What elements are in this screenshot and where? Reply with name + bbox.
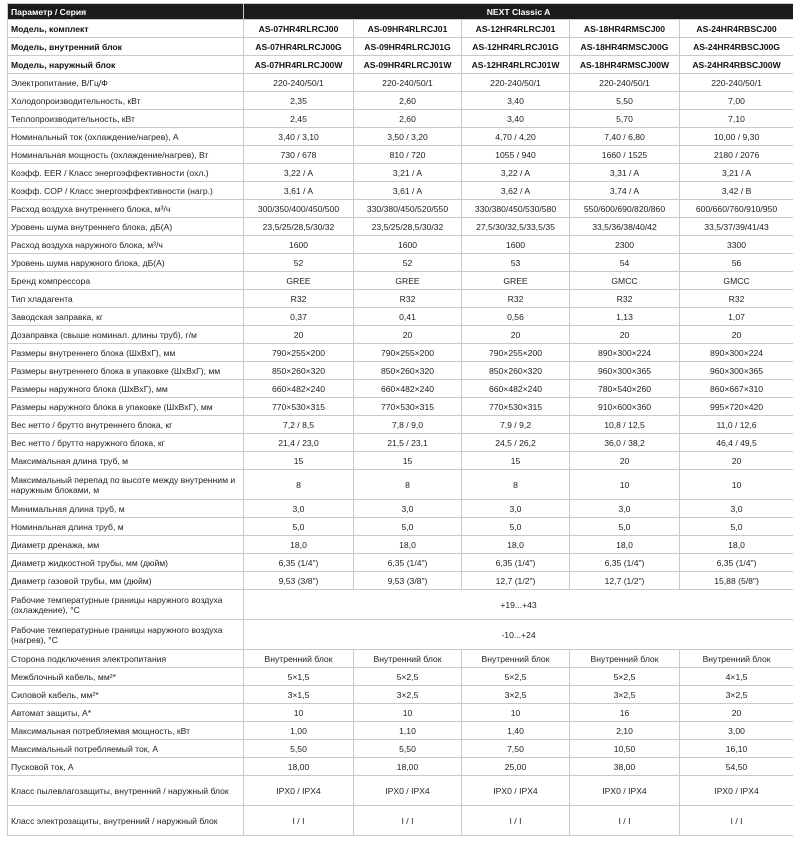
cell-value: 3,22 / A bbox=[462, 164, 570, 182]
cell-value: 15 bbox=[354, 452, 462, 470]
cell-value: 52 bbox=[244, 254, 354, 272]
row-label: Вес нетто / брутто наружного блока, кг bbox=[8, 434, 244, 452]
table-row bbox=[8, 290, 793, 308]
cell-value: 3,40 bbox=[462, 92, 570, 110]
cell-value: 1600 bbox=[462, 236, 570, 254]
row-label: Уровень шума внутреннего блока, дБ(А) bbox=[8, 218, 244, 236]
cell-value: 3,50 / 3,20 bbox=[354, 128, 462, 146]
row-label: Расход воздуха внутреннего блока, м³/ч bbox=[8, 200, 244, 218]
cell-value: 330/380/450/530/580 bbox=[462, 200, 570, 218]
cell-value: Внутренний блок bbox=[680, 650, 793, 668]
cell-value: 12,7 (1/2") bbox=[462, 572, 570, 590]
cell-value: R32 bbox=[680, 290, 793, 308]
cell-value: 7,50 bbox=[462, 740, 570, 758]
cell-value: 730 / 678 bbox=[244, 146, 354, 164]
table-row bbox=[8, 518, 793, 536]
cell-value: Рабочие температурные границы наружного воздуха (нагрев), °С bbox=[8, 620, 244, 650]
table-row bbox=[8, 758, 793, 776]
cell-value: 3,0 bbox=[354, 500, 462, 518]
cell-value: 860×667×310 bbox=[680, 380, 793, 398]
cell-value: AS-18HR4RMSCJ00W bbox=[570, 56, 680, 74]
cell-value: Класс электрозащиты, внутренний / наружный блок bbox=[8, 806, 244, 836]
cell-value: 3,0 bbox=[570, 500, 680, 518]
table-row bbox=[8, 362, 793, 380]
header-param: Параметр / Серия bbox=[8, 4, 244, 20]
cell-value: 810 / 720 bbox=[354, 146, 462, 164]
table-row bbox=[8, 308, 793, 326]
cell-value: 3,61 / A bbox=[244, 182, 354, 200]
table-row bbox=[8, 182, 793, 200]
cell-value: 10 bbox=[244, 704, 354, 722]
cell-value: 20 bbox=[462, 326, 570, 344]
cell-value: 5×2,5 bbox=[570, 668, 680, 686]
spec-table-body bbox=[8, 20, 793, 836]
header-series: NEXT Classic A bbox=[244, 4, 793, 20]
cell-value: 3×2,5 bbox=[680, 686, 793, 704]
cell-value: 890×300×224 bbox=[680, 344, 793, 362]
table-row bbox=[8, 218, 793, 236]
cell-value: 1,00 bbox=[244, 722, 354, 740]
cell-value: AS-09HR4RLRCJ01W bbox=[354, 56, 462, 74]
table-row bbox=[8, 776, 793, 806]
cell-value: 54,50 bbox=[680, 758, 793, 776]
row-label: Пусковой ток, А bbox=[8, 758, 244, 776]
cell-value: 890×300×224 bbox=[570, 344, 680, 362]
cell-value: 33,5/36/38/40/42 bbox=[570, 218, 680, 236]
cell-value: 5,0 bbox=[244, 518, 354, 536]
cell-value: 3,31 / A bbox=[570, 164, 680, 182]
cell-value: 10 bbox=[680, 470, 793, 500]
cell-value: Внутренний блок bbox=[354, 650, 462, 668]
cell-value: 850×260×320 bbox=[462, 362, 570, 380]
cell-value: I / I bbox=[462, 806, 570, 836]
cell-value: 220-240/50/1 bbox=[462, 74, 570, 92]
header-row bbox=[8, 4, 793, 20]
cell-value: I / I bbox=[244, 806, 354, 836]
cell-value: 23,5/25/28,5/30/32 bbox=[354, 218, 462, 236]
cell-value: 0,56 bbox=[462, 308, 570, 326]
cell-value: 3,0 bbox=[680, 500, 793, 518]
cell-value: 5×2,5 bbox=[462, 668, 570, 686]
cell-value: 8 bbox=[354, 470, 462, 500]
cell-value: 6,35 (1/4") bbox=[462, 554, 570, 572]
cell-value: I / I bbox=[570, 806, 680, 836]
row-label: Межблочный кабель, мм²* bbox=[8, 668, 244, 686]
cell-value: 5,0 bbox=[680, 518, 793, 536]
cell-value: 770×530×315 bbox=[354, 398, 462, 416]
cell-value: 790×255×200 bbox=[244, 344, 354, 362]
table-row bbox=[8, 740, 793, 758]
cell-value: AS-12HR4RLRCJ01 bbox=[462, 20, 570, 38]
table-row bbox=[8, 686, 793, 704]
cell-value: GREE bbox=[354, 272, 462, 290]
cell-value: 2,35 bbox=[244, 92, 354, 110]
row-label: Номинальная длина труб, м bbox=[8, 518, 244, 536]
table-row bbox=[8, 20, 793, 38]
table-row bbox=[8, 92, 793, 110]
cell-value: 790×255×200 bbox=[354, 344, 462, 362]
row-label: Сторона подключения электропитания bbox=[8, 650, 244, 668]
cell-value: 9,53 (3/8") bbox=[354, 572, 462, 590]
cell-value: AS-09HR4RLRCJ01 bbox=[354, 20, 462, 38]
cell-value: 10 bbox=[462, 704, 570, 722]
cell-value: 220-240/50/1 bbox=[680, 74, 793, 92]
cell-value: 1600 bbox=[244, 236, 354, 254]
cell-value: Максимальный перепад по высоте между внутренним и наружным блоками, м bbox=[8, 470, 244, 500]
cell-value: AS-24HR4RBSCJ00W bbox=[680, 56, 793, 74]
cell-value: 15,88 (5/8") bbox=[680, 572, 793, 590]
row-label: Уровень шума наружного блока, дБ(А) bbox=[8, 254, 244, 272]
cell-value: IPX0 / IPX4 bbox=[244, 776, 354, 806]
table-row bbox=[8, 590, 793, 620]
table-row bbox=[8, 470, 793, 500]
cell-value: 660×482×240 bbox=[244, 380, 354, 398]
row-label: Минимальная длина труб, м bbox=[8, 500, 244, 518]
cell-value: IPX0 / IPX4 bbox=[354, 776, 462, 806]
cell-value: 9,53 (3/8") bbox=[244, 572, 354, 590]
table-row bbox=[8, 380, 793, 398]
cell-value: 3,61 / A bbox=[354, 182, 462, 200]
cell-value: 790×255×200 bbox=[462, 344, 570, 362]
cell-value: 3,21 / A bbox=[354, 164, 462, 182]
cell-value: 23,5/25/28,5/30/32 bbox=[244, 218, 354, 236]
cell-value: 18,0 bbox=[244, 536, 354, 554]
row-label: Вес нетто / брутто внутреннего блока, кг bbox=[8, 416, 244, 434]
cell-value: 3,21 / A bbox=[680, 164, 793, 182]
cell-value: 550/600/690/820/860 bbox=[570, 200, 680, 218]
row-label: Модель, комплект bbox=[8, 20, 244, 38]
table-row bbox=[8, 416, 793, 434]
cell-value: 0,41 bbox=[354, 308, 462, 326]
row-label: Номинальная мощность (охлаждение/нагрев), Вт bbox=[8, 146, 244, 164]
cell-value: IPX0 / IPX4 bbox=[680, 776, 793, 806]
row-label: Размеры наружного блока в упаковке (ШxВxГ), мм bbox=[8, 398, 244, 416]
row-label: Тип хладагента bbox=[8, 290, 244, 308]
cell-value: 995×720×420 bbox=[680, 398, 793, 416]
row-label: Расход воздуха наружного блока, м³/ч bbox=[8, 236, 244, 254]
table-row bbox=[8, 452, 793, 470]
cell-value: 5,50 bbox=[570, 92, 680, 110]
row-label: Дозаправка (свыше номинал. длины труб), г/м bbox=[8, 326, 244, 344]
cell-value: GMCC bbox=[680, 272, 793, 290]
row-label: Максимальная длина труб, м bbox=[8, 452, 244, 470]
cell-value: 18,0 bbox=[680, 536, 793, 554]
cell-value: 770×530×315 bbox=[462, 398, 570, 416]
cell-value: 5,50 bbox=[354, 740, 462, 758]
row-label: Размеры внутреннего блока в упаковке (ШxВxГ), мм bbox=[8, 362, 244, 380]
table-row bbox=[8, 146, 793, 164]
cell-value: 3×2,5 bbox=[570, 686, 680, 704]
cell-value: 7,00 bbox=[680, 92, 793, 110]
cell-value: 10 bbox=[354, 704, 462, 722]
cell-value: 8 bbox=[244, 470, 354, 500]
cell-value: 5×1,5 bbox=[244, 668, 354, 686]
row-label: Номинальный ток (охлаждение/нагрев), А bbox=[8, 128, 244, 146]
cell-value: Внутренний блок bbox=[244, 650, 354, 668]
cell-value: 220-240/50/1 bbox=[354, 74, 462, 92]
cell-value: 5×2,5 bbox=[354, 668, 462, 686]
cell-value: 6,35 (1/4") bbox=[354, 554, 462, 572]
cell-value: 52 bbox=[354, 254, 462, 272]
table-row bbox=[8, 806, 793, 836]
cell-value: 20 bbox=[570, 326, 680, 344]
cell-value: 3×2,5 bbox=[354, 686, 462, 704]
cell-value: 10,8 / 12,5 bbox=[570, 416, 680, 434]
cell-value: 1,07 bbox=[680, 308, 793, 326]
cell-value: GMCC bbox=[570, 272, 680, 290]
row-label: Электропитание, В/Гц/Ф bbox=[8, 74, 244, 92]
cell-value: Класс пылевлагозащиты, внутренний / наружный блок bbox=[8, 776, 244, 806]
row-label: Размеры наружного блока (ШxВxГ), мм bbox=[8, 380, 244, 398]
cell-value: 18,0 bbox=[354, 536, 462, 554]
cell-value: 660×482×240 bbox=[354, 380, 462, 398]
cell-value: 15 bbox=[244, 452, 354, 470]
cell-value: 1,13 bbox=[570, 308, 680, 326]
cell-value: AS-07HR4RLRCJ00W bbox=[244, 56, 354, 74]
cell-value: 2,45 bbox=[244, 110, 354, 128]
cell-value: AS-07HR4RLRCJ00G bbox=[244, 38, 354, 56]
row-label: Коэфф. COP / Класс энергоэффективности (нагр.) bbox=[8, 182, 244, 200]
cell-value: 3,42 / B bbox=[680, 182, 793, 200]
cell-value: 20 bbox=[354, 326, 462, 344]
cell-value: 1600 bbox=[354, 236, 462, 254]
cell-value: AS-07HR4RLRCJ00 bbox=[244, 20, 354, 38]
cell-value: 1,40 bbox=[462, 722, 570, 740]
table-row bbox=[8, 536, 793, 554]
table-row bbox=[8, 272, 793, 290]
row-label: Размеры внутреннего блока (ШxВxГ), мм bbox=[8, 344, 244, 362]
cell-value: 1055 / 940 bbox=[462, 146, 570, 164]
cell-value: 7,9 / 9,2 bbox=[462, 416, 570, 434]
cell-value: 3×2,5 bbox=[462, 686, 570, 704]
table-row bbox=[8, 38, 793, 56]
cell-value: 5,0 bbox=[570, 518, 680, 536]
cell-value: AS-24HR4RBSCJ00 bbox=[680, 20, 793, 38]
cell-value: 3,22 / A bbox=[244, 164, 354, 182]
cell-value: 960×300×365 bbox=[680, 362, 793, 380]
cell-value: 10 bbox=[570, 470, 680, 500]
cell-value: 24,5 / 26,2 bbox=[462, 434, 570, 452]
cell-value: 7,10 bbox=[680, 110, 793, 128]
table-row bbox=[8, 344, 793, 362]
cell-value: 3,62 / A bbox=[462, 182, 570, 200]
cell-value: 3×1,5 bbox=[244, 686, 354, 704]
cell-value: 3,74 / A bbox=[570, 182, 680, 200]
cell-value: 2180 / 2076 bbox=[680, 146, 793, 164]
cell-value: 16,10 bbox=[680, 740, 793, 758]
cell-value: AS-18HR4RMSCJ00 bbox=[570, 20, 680, 38]
cell-value: R32 bbox=[462, 290, 570, 308]
cell-value: R32 bbox=[244, 290, 354, 308]
table-row bbox=[8, 128, 793, 146]
row-label: Автомат защиты, А* bbox=[8, 704, 244, 722]
cell-value: 56 bbox=[680, 254, 793, 272]
cell-value: 220-240/50/1 bbox=[244, 74, 354, 92]
table-row bbox=[8, 56, 793, 74]
cell-value: 27,5/30/32,5/33,5/35 bbox=[462, 218, 570, 236]
cell-value: 2,60 bbox=[354, 110, 462, 128]
table-row bbox=[8, 620, 793, 650]
cell-value: 11,0 / 12,6 bbox=[680, 416, 793, 434]
cell-value: 18,0 bbox=[570, 536, 680, 554]
cell-value: 3300 bbox=[680, 236, 793, 254]
cell-value: 2,10 bbox=[570, 722, 680, 740]
table-row bbox=[8, 704, 793, 722]
cell-value: 38,00 bbox=[570, 758, 680, 776]
cell-value: 300/350/400/450/500 bbox=[244, 200, 354, 218]
table-row bbox=[8, 200, 793, 218]
cell-value: 2,60 bbox=[354, 92, 462, 110]
table-row bbox=[8, 164, 793, 182]
cell-value: 660×482×240 bbox=[462, 380, 570, 398]
cell-value: 10,50 bbox=[570, 740, 680, 758]
cell-value: 15 bbox=[462, 452, 570, 470]
cell-value: R32 bbox=[570, 290, 680, 308]
cell-value: 20 bbox=[570, 452, 680, 470]
table-row bbox=[8, 110, 793, 128]
row-label: Холодопроизводительность, кВт bbox=[8, 92, 244, 110]
cell-value: 1660 / 1525 bbox=[570, 146, 680, 164]
table-row bbox=[8, 326, 793, 344]
cell-value: 5,70 bbox=[570, 110, 680, 128]
row-label: Силовой кабель, мм²* bbox=[8, 686, 244, 704]
cell-value: R32 bbox=[354, 290, 462, 308]
cell-value: 21,4 / 23,0 bbox=[244, 434, 354, 452]
row-label: Максимальный потребляемый ток, А bbox=[8, 740, 244, 758]
row-label: Заводская заправка, кг bbox=[8, 308, 244, 326]
cell-value: +19...+43 bbox=[244, 590, 793, 620]
cell-value: I / I bbox=[680, 806, 793, 836]
cell-value: 10,00 / 9,30 bbox=[680, 128, 793, 146]
cell-value: 910×600×360 bbox=[570, 398, 680, 416]
table-row bbox=[8, 668, 793, 686]
cell-value: 7,40 / 6,80 bbox=[570, 128, 680, 146]
cell-value: 18,0 bbox=[462, 536, 570, 554]
cell-value: AS-18HR4RMSCJ00G bbox=[570, 38, 680, 56]
row-label: Теплопроизводительность, кВт bbox=[8, 110, 244, 128]
cell-value: AS-09HR4RLRCJ01G bbox=[354, 38, 462, 56]
cell-value: AS-12HR4RLRCJ01G bbox=[462, 38, 570, 56]
cell-value: 8 bbox=[462, 470, 570, 500]
cell-value: IPX0 / IPX4 bbox=[462, 776, 570, 806]
cell-value: 3,00 bbox=[680, 722, 793, 740]
cell-value: 5,0 bbox=[354, 518, 462, 536]
cell-value: 54 bbox=[570, 254, 680, 272]
row-label: Максимальная потребляемая мощность, кВт bbox=[8, 722, 244, 740]
cell-value: 18,00 bbox=[244, 758, 354, 776]
cell-value: AS-12HR4RLRCJ01W bbox=[462, 56, 570, 74]
cell-value: 600/660/760/910/950 bbox=[680, 200, 793, 218]
cell-value: 6,35 (1/4") bbox=[244, 554, 354, 572]
cell-value: 36,0 / 38,2 bbox=[570, 434, 680, 452]
table-row bbox=[8, 434, 793, 452]
cell-value: 5,50 bbox=[244, 740, 354, 758]
cell-value: 20 bbox=[244, 326, 354, 344]
cell-value: Внутренний блок bbox=[570, 650, 680, 668]
cell-value: 850×260×320 bbox=[354, 362, 462, 380]
cell-value: 20 bbox=[680, 452, 793, 470]
cell-value: GREE bbox=[244, 272, 354, 290]
cell-value: 1,10 bbox=[354, 722, 462, 740]
cell-value: 960×300×365 bbox=[570, 362, 680, 380]
table-row bbox=[8, 554, 793, 572]
table-row bbox=[8, 650, 793, 668]
row-label: Диаметр жидкостной трубы, мм (дюйм) bbox=[8, 554, 244, 572]
table-row bbox=[8, 236, 793, 254]
cell-value: 780×540×260 bbox=[570, 380, 680, 398]
table-row bbox=[8, 572, 793, 590]
table-row bbox=[8, 722, 793, 740]
cell-value: 4,70 / 4,20 bbox=[462, 128, 570, 146]
cell-value: 3,0 bbox=[244, 500, 354, 518]
cell-value: 21,5 / 23,1 bbox=[354, 434, 462, 452]
row-label: Диаметр дренажа, мм bbox=[8, 536, 244, 554]
cell-value: 770×530×315 bbox=[244, 398, 354, 416]
row-label: Бренд компрессора bbox=[8, 272, 244, 290]
cell-value: 7,2 / 8,5 bbox=[244, 416, 354, 434]
cell-value: 5,0 bbox=[462, 518, 570, 536]
cell-value: 6,35 (1/4") bbox=[680, 554, 793, 572]
cell-value: 4×1,5 bbox=[680, 668, 793, 686]
cell-value: I / I bbox=[354, 806, 462, 836]
cell-value: 16 bbox=[570, 704, 680, 722]
row-label: Модель, наружный блок bbox=[8, 56, 244, 74]
cell-value: 53 bbox=[462, 254, 570, 272]
cell-value: AS-24HR4RBSCJ00G bbox=[680, 38, 793, 56]
table-row bbox=[8, 398, 793, 416]
cell-value: 220-240/50/1 bbox=[570, 74, 680, 92]
cell-value: Внутренний блок bbox=[462, 650, 570, 668]
cell-value: 20 bbox=[680, 326, 793, 344]
cell-value: 3,0 bbox=[462, 500, 570, 518]
cell-value: GREE bbox=[462, 272, 570, 290]
cell-value: 33,5/37/39/41/43 bbox=[680, 218, 793, 236]
table-row bbox=[8, 500, 793, 518]
cell-value: 330/380/450/520/550 bbox=[354, 200, 462, 218]
cell-value: 0,37 bbox=[244, 308, 354, 326]
row-label: Диаметр газовой трубы, мм (дюйм) bbox=[8, 572, 244, 590]
cell-value: 12,7 (1/2") bbox=[570, 572, 680, 590]
cell-value: 6,35 (1/4") bbox=[570, 554, 680, 572]
table-row bbox=[8, 254, 793, 272]
cell-value: 3,40 / 3,10 bbox=[244, 128, 354, 146]
spec-table bbox=[7, 3, 793, 836]
cell-value: IPX0 / IPX4 bbox=[570, 776, 680, 806]
cell-value: 7,8 / 9,0 bbox=[354, 416, 462, 434]
cell-value: 20 bbox=[680, 704, 793, 722]
cell-value: 25,00 bbox=[462, 758, 570, 776]
table-row bbox=[8, 74, 793, 92]
cell-value: 850×260×320 bbox=[244, 362, 354, 380]
row-label: Модель, внутренний блок bbox=[8, 38, 244, 56]
cell-value: 3,40 bbox=[462, 110, 570, 128]
cell-value: Рабочие температурные границы наружного воздуха (охлаждение), °С bbox=[8, 590, 244, 620]
cell-value: 46,4 / 49,5 bbox=[680, 434, 793, 452]
cell-value: 2300 bbox=[570, 236, 680, 254]
cell-value: 18,00 bbox=[354, 758, 462, 776]
cell-value: -10...+24 bbox=[244, 620, 793, 650]
row-label: Коэфф. EER / Класс энергоэффективности (охл.) bbox=[8, 164, 244, 182]
